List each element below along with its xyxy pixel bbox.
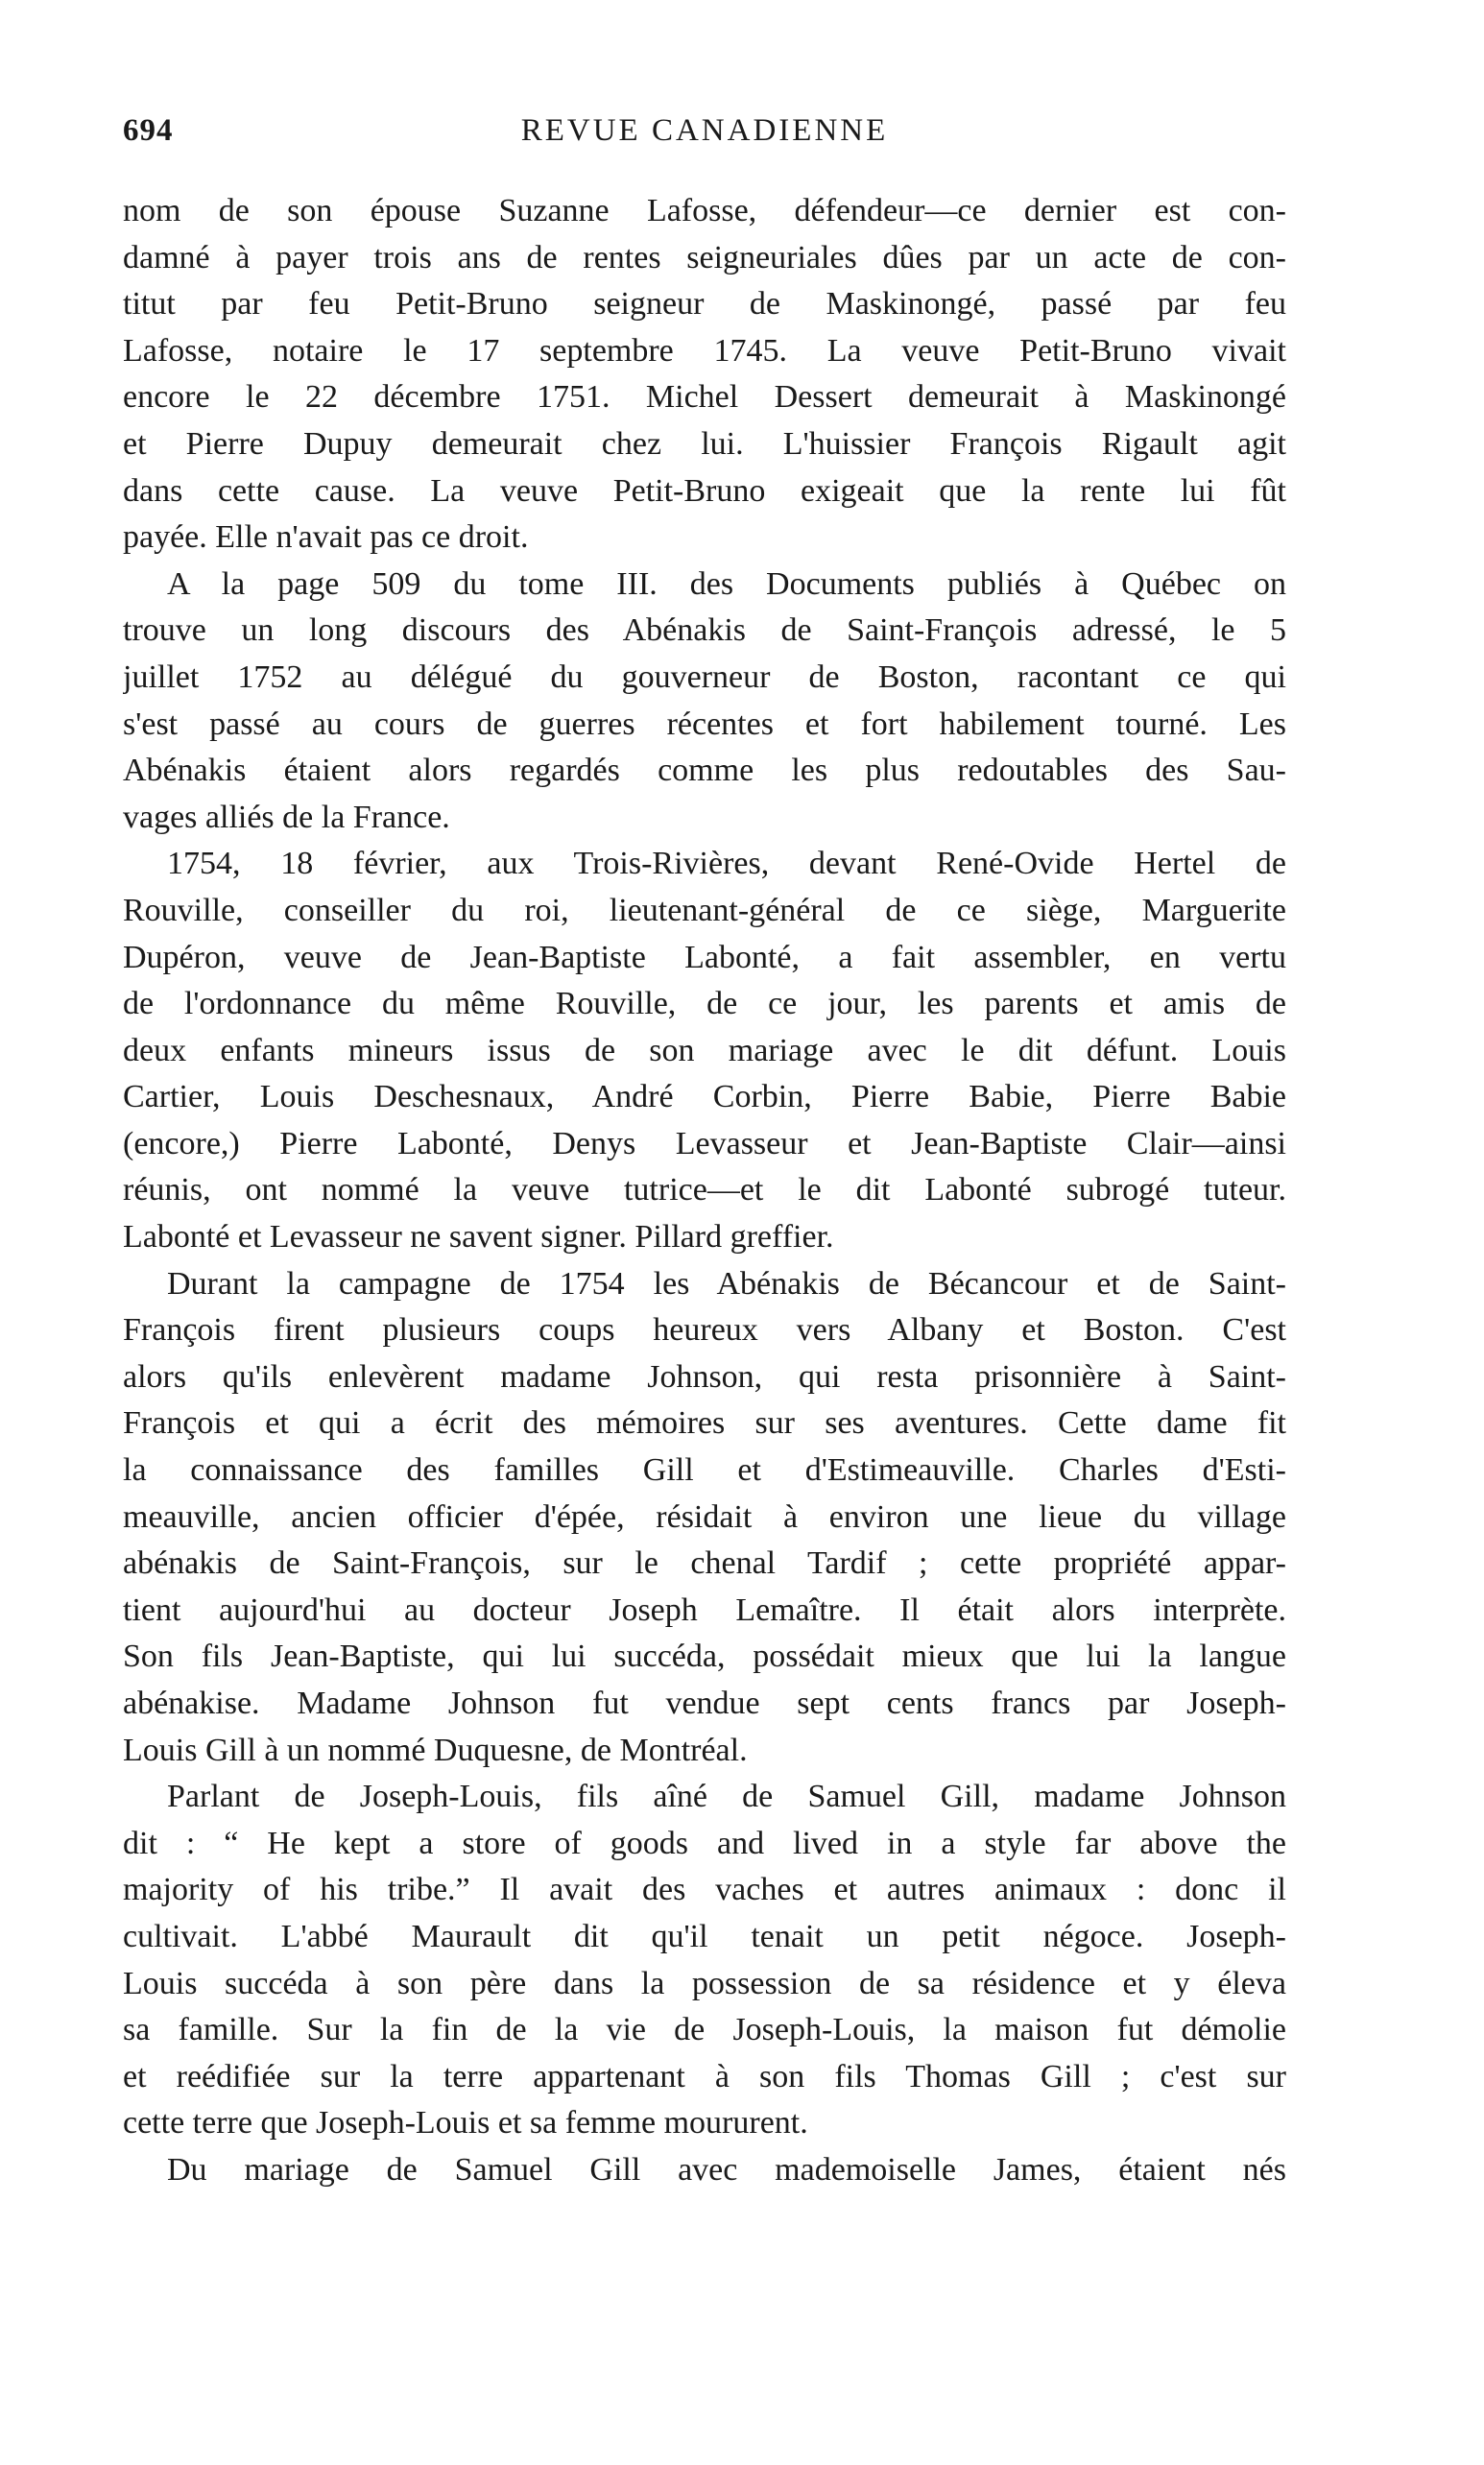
text-line: Louis succéda à son père dans la possession de sa résidence et y éleva [123, 1965, 1286, 2001]
text-line: tient aujourd'hui au docteur Joseph Lemaître. Il était alors interprète. [123, 1591, 1286, 1628]
text-line: Louis Gill à un nommé Duquesne, de Montréal. [123, 1732, 748, 1768]
text-line: Rouville, conseiller du roi, lieutenant-général de ce siège, Marguerite [123, 892, 1286, 928]
text-line: Durant la campagne de 1754 les Abénakis de Bécancour et de Saint- [167, 1265, 1286, 1302]
text-line: meauville, ancien officier d'épée, résidait à environ une lieue du village [123, 1498, 1286, 1535]
text-line: trouve un long discours des Abénakis de Saint-François adressé, le 5 [123, 612, 1286, 649]
text-line: abénakis de Saint-François, sur le chenal Tardif ; cette propriété appar- [123, 1545, 1286, 1582]
text-line: deux enfants mineurs issus de son mariage avec le dit défunt. Louis [123, 1032, 1286, 1068]
text-line: cette terre que Joseph-Louis et sa femme moururent. [123, 2105, 808, 2142]
text-line: Labonté et Levasseur ne savent signer. Pillard greffier. [123, 1219, 834, 1256]
text-line: vages alliés de la France. [123, 799, 450, 835]
text-line: et reédifiée sur la terre appartenant à son fils Thomas Gill ; c'est sur [123, 2058, 1286, 2094]
text-line: Du mariage de Samuel Gill avec mademoiselle James, étaient nés [167, 2151, 1286, 2188]
text-line: majority of his tribe.” Il avait des vaches et autres animaux : donc il [123, 1872, 1286, 1908]
text-line: (encore,) Pierre Labonté, Denys Levasseur et Jean-Baptiste Clair—ainsi [123, 1125, 1286, 1161]
text-line: dit : “ He kept a store of goods and lived in a style far above the [123, 1825, 1286, 1861]
text-line: cultivait. L'abbé Maurault dit qu'il tenait un petit négoce. Joseph- [123, 1918, 1286, 1954]
text-line: juillet 1752 au délégué du gouverneur de Boston, racontant ce qui [123, 658, 1286, 695]
text-line: damné à payer trois ans de rentes seigneuriales dûes par un acte de con- [123, 239, 1286, 275]
text-line: réunis, ont nommé la veuve tutrice—et le dit Labonté subrogé tuteur. [123, 1172, 1286, 1209]
text-line: et Pierre Dupuy demeurait chez lui. L'huissier François Rigault agit [123, 425, 1286, 462]
text-line: Son fils Jean-Baptiste, qui lui succéda, possédait mieux que lui la langue [123, 1639, 1286, 1675]
text-line: payée. Elle n'avait pas ce droit. [123, 519, 529, 556]
text-line: François firent plusieurs coups heureux vers Albany et Boston. C'est [123, 1312, 1286, 1349]
text-line: nom de son épouse Suzanne Lafosse, défendeur—ce dernier est con- [123, 193, 1286, 228]
text-line: Abénakis étaient alors regardés comme les plus redoutables des Sau- [123, 753, 1286, 789]
text-line: Lafosse, notaire le 17 septembre 1745. La veuve Petit-Bruno vivait [123, 332, 1286, 369]
text-line: de l'ordonnance du même Rouville, de ce jour, les parents et amis de [123, 986, 1286, 1022]
text-line: 1754, 18 février, aux Trois-Rivières, devant René-Ovide Hertel de [167, 846, 1286, 882]
text-line: Parlant de Joseph-Louis, fils aîné de Samuel Gill, madame Johnson [167, 1779, 1286, 1815]
text-line: A la page 509 du tome III. des Documents publiés à Québec on [167, 565, 1286, 602]
body-text [123, 188, 1286, 2194]
text-line: dans cette cause. La veuve Petit-Bruno exigeait que la rente lui fût [123, 472, 1286, 509]
text-line: alors qu'ils enlevèrent madame Johnson, qui resta prisonnière à Saint- [123, 1358, 1286, 1395]
text-line: Dupéron, veuve de Jean-Baptiste Labonté, a fait assembler, en vertu [123, 939, 1286, 975]
text-line: s'est passé au cours de guerres récentes et fort habilement tourné. Les [123, 706, 1286, 742]
text-line: titut par feu Petit-Bruno seigneur de Maskinongé, passé par feu [123, 286, 1286, 323]
page-number: 694 [123, 113, 174, 148]
text-line: encore le 22 décembre 1751. Michel Dessert demeurait à Maskinongé [123, 379, 1286, 416]
journal-title: REVUE CANADIENNE [520, 113, 889, 148]
running-head [123, 113, 1286, 156]
text-line: abénakise. Madame Johnson fut vendue sept cents francs par Joseph- [123, 1686, 1286, 1721]
text-line: Cartier, Louis Deschesnaux, André Corbin, Pierre Babie, Pierre Babie [123, 1079, 1286, 1115]
text-line: François et qui a écrit des mémoires sur ses aventures. Cette dame fit [123, 1405, 1286, 1442]
text-line: la connaissance des familles Gill et d'Estimeauville. Charles d'Esti- [123, 1452, 1286, 1489]
text-line: sa famille. Sur la fin de la vie de Joseph-Louis, la maison fut démolie [123, 2012, 1286, 2048]
